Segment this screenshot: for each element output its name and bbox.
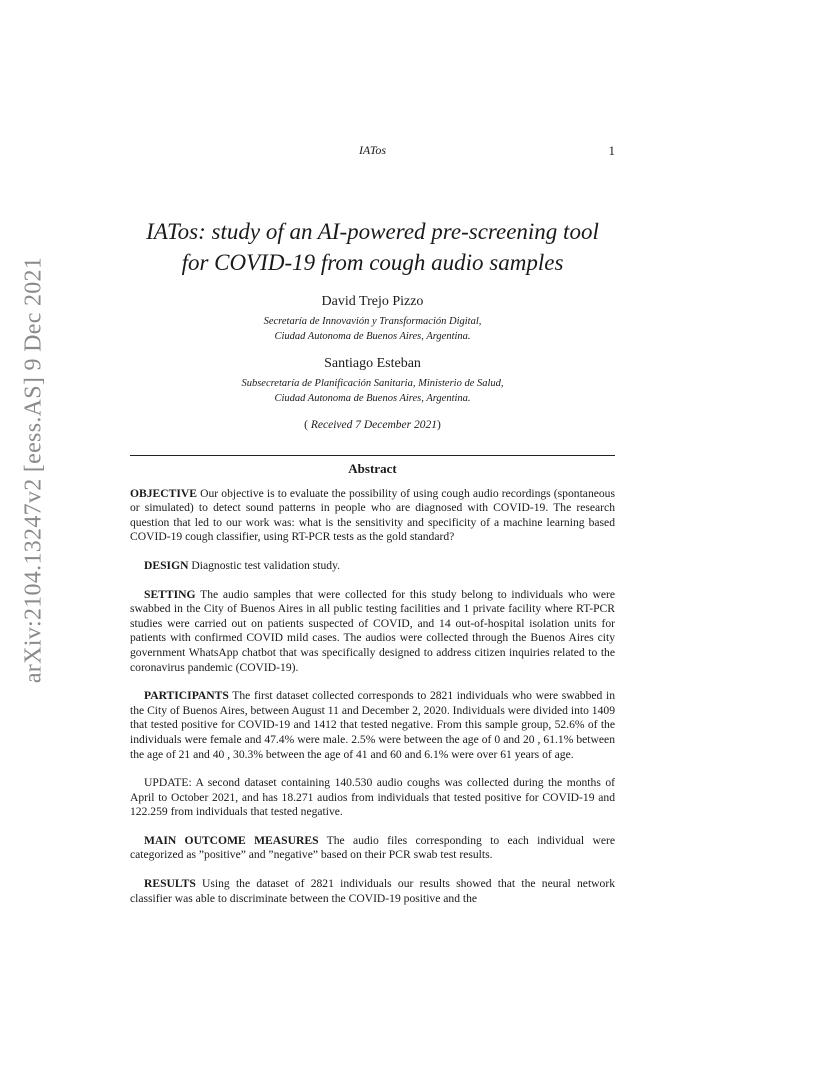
author-name-1: David Trejo Pizzo bbox=[321, 294, 424, 309]
paper-title bbox=[100, 216, 645, 278]
author-affiliation-2: Subsecretaría de Planificación Sanitaria, Ministerio de Salud, Ciudad Autonoma de Buenos Aires, Argentina. bbox=[241, 378, 504, 404]
author-name-2: Santiago Esteban bbox=[324, 356, 421, 371]
title-line-1: IATos: study of an AI-powered pre-screening tool bbox=[146, 219, 599, 244]
arxiv-sidebar bbox=[12, 160, 56, 780]
abstract-results: RESULTS Using the dataset of 2821 individuals our results showed that the neural network classifier was able to discriminate between the COVID-19 positive and the bbox=[130, 877, 615, 905]
setting-label: SETTING bbox=[144, 587, 196, 601]
abstract-design: DESIGN Diagnostic test validation study. bbox=[144, 558, 341, 572]
abstract-setting: SETTING The audio samples that were collected for this study belong to individuals who were swabbed in the City of Buenos Aires in all public testing facilities and 1 private facility where RT-PCR studies were carried out on patients suspected of COVID, and 14 out-of-hospital isolation units for patients with confirmed COVID mild cases. The audios were collected through the Buenos Aires city government WhatsApp chatbot that was specifically designed to address citizen inquiries related to the coronavirus pandemic (COVID-19). bbox=[130, 587, 615, 674]
received-date: ( Received 7 December 2021) bbox=[304, 419, 441, 431]
abstract-heading: Abstract bbox=[348, 461, 397, 476]
title-line-2: for COVID-19 from cough audio samples bbox=[181, 250, 564, 275]
abstract-outcome-measures: MAIN OUTCOME MEASURES The audio files corresponding to each individual were categorized as ”positive” and ”negative” based on their PCR swab test results. bbox=[130, 833, 616, 862]
abstract-section bbox=[130, 462, 615, 920]
design-label: DESIGN bbox=[144, 558, 189, 572]
page-number: 1 bbox=[608, 143, 615, 158]
running-title: IATos bbox=[358, 143, 387, 157]
abstract-update: UPDATE: A second dataset containing 140.530 audio coughs was collected during the months of April to October 2021, and has 18.271 audios from individuals that tested positive for COVID-19 and 122.259 from individuals that tested negative. bbox=[130, 776, 615, 819]
outcome-label: MAIN OUTCOME MEASURES bbox=[144, 833, 319, 847]
objective-label: OBJECTIVE bbox=[130, 486, 198, 500]
abstract-divider bbox=[130, 455, 615, 456]
author-affiliation-1: Secretaría de Innovavión y Transformación Digital, Ciudad Autonoma de Buenos Aires, Argentina. bbox=[263, 316, 482, 342]
results-label: RESULTS bbox=[144, 877, 196, 891]
title-block bbox=[100, 216, 645, 431]
participants-label: PARTICIPANTS bbox=[144, 689, 229, 703]
running-header bbox=[130, 143, 615, 163]
arxiv-identifier: arXiv:2104.13247v2 [eess.AS] 9 Dec 2021 bbox=[20, 256, 47, 684]
abstract-participants: PARTICIPANTS The first dataset collected corresponds to 2821 individuals who were swabbed in the City of Buenos Aires, between August 11 and December 2, 2020. Individuals were divided into 1409 that tested positive for COVID-19 and 1412 that tested negative. From this sample group, 52.6% of the individuals were female and 47.4% were male. 2.5% were between the age of 0 and 20 , 61.1% between the age of 21 and 40 , 30.3% between the age of 41 and 60 and 6.1% were over 61 years of age. bbox=[130, 689, 615, 761]
abstract-objective: OBJECTIVE Our objective is to evaluate the possibility of using cough audio recordings (spontaneous or simulated) to detect sound patterns in people who are diagnosed with COVID-19. The research question that led to our work was: what is the sensitivity and specificity of a machine learning based COVID-19 cough classifier, using RT-PCR tests as the gold standard? bbox=[130, 486, 615, 544]
